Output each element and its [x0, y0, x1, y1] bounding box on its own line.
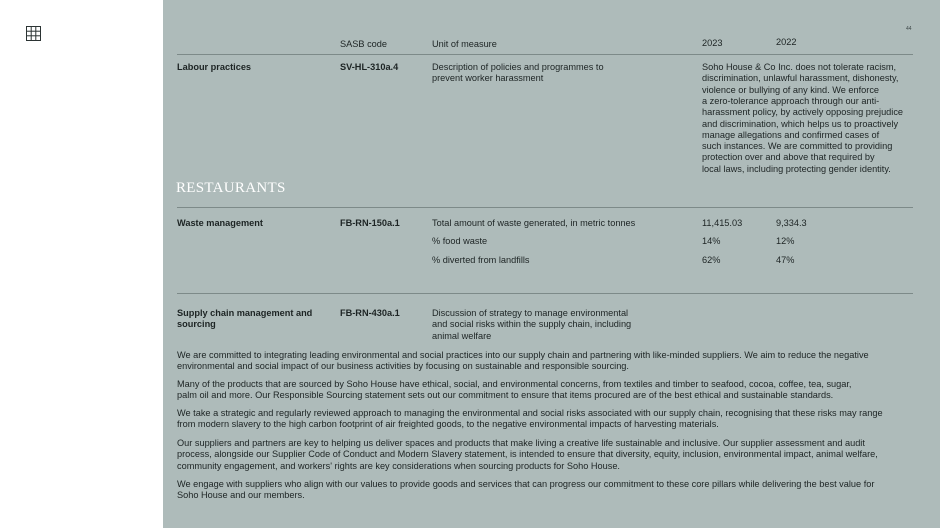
paragraph — [177, 438, 917, 472]
waste-value-2023: 62% — [702, 255, 721, 265]
waste-unit: % food waste — [432, 236, 488, 246]
paragraph — [177, 408, 917, 431]
waste-value-2023: 11,415.03 — [702, 218, 743, 228]
paragraph-line: process, alongside our Supplier Code of Conduct and Modern Slavery statement, is intended to ensure that diversity, equity, inclusion, environmental impact, animal welfare, — [177, 449, 878, 460]
header-year-2023: 2023 — [702, 38, 723, 48]
paragraph-line: Soho House and our members. — [177, 490, 305, 501]
labour-desc-line: and discrimination, which helps us to proactively — [702, 118, 899, 129]
labour-code: SV-HL-310a.4 — [340, 62, 399, 72]
waste-value-2022: 9,334.3 — [776, 218, 807, 228]
paragraph-line: Many of the products that are sourced by Soho House have ethical, social, and environmental concerns, from textiles and timber to seafood, cocoa, coffee, tea, sugar, — [177, 379, 852, 389]
waste-unit: Total amount of waste generated, in metric tonnes — [432, 218, 636, 228]
header-unit-of-measure: Unit of measure — [432, 39, 497, 49]
sidebar — [0, 0, 163, 528]
header-divider — [177, 54, 913, 55]
waste-topic: Waste management — [177, 218, 263, 228]
supply-code: FB-RN-430a.1 — [340, 308, 400, 318]
waste-code: FB-RN-150a.1 — [340, 218, 400, 228]
waste-value-2022: 12% — [776, 236, 795, 246]
grid-menu-icon[interactable] — [26, 26, 41, 41]
paragraph-line: We take a strategic and regularly reviewed approach to managing the environmental and social risks associated with our supply chain, recognising that these risks may range — [177, 408, 883, 418]
paragraph — [177, 350, 917, 373]
paragraph-line: palm oil and more. Our Responsible Sourcing statement sets out our commitment to ensure that items procured are of the best ethical and sustainable standards. — [177, 390, 834, 401]
paragraph — [177, 479, 917, 502]
waste-value-2022: 47% — [776, 255, 795, 265]
labour-desc-line: Soho House & Co Inc. does not tolerate racism, — [702, 62, 897, 72]
labour-unit-line: prevent worker harassment — [432, 73, 544, 84]
supply-unit-line: animal welfare — [432, 330, 492, 341]
page-number: 44 — [906, 26, 912, 32]
paragraph-line: from modern slavery to the high carbon footprint of air freighted goods, to the negative environmental impacts of harvesting materials. — [177, 419, 719, 430]
paragraph-line: community engagement, and workers' rights are key considerations when sourcing products for Soho House. — [177, 460, 620, 471]
labour-desc-line: such instances. We are committed to providing — [702, 141, 893, 152]
labour-desc-line: discrimination, unlawful harassment, dishonesty, — [702, 73, 899, 84]
waste-value-2023: 14% — [702, 236, 721, 246]
labour-topic: Labour practices — [177, 62, 252, 72]
paragraph-line: environmental and social impact of our business activities by focusing on sustainable and responsible sourcing. — [177, 361, 629, 372]
labour-desc-line: manage allegations and confirmed cases of — [702, 129, 880, 140]
labour-desc-line: violence or bullying of any kind. We enforce — [702, 84, 880, 95]
paragraph-line: We are committed to integrating leading environmental and social practices into our supply chain and partnering with like-minded suppliers. We aim to reduce the negative — [177, 350, 869, 360]
header-year-2022: 2022 — [776, 37, 797, 47]
section-title: RESTAURANTS — [176, 180, 286, 196]
paragraph — [177, 379, 917, 402]
supply-unit-line: Discussion of strategy to manage environmental — [432, 308, 629, 318]
section-divider — [177, 207, 913, 208]
labour-unit-line: Description of policies and programmes to — [432, 62, 604, 72]
paragraph-line: We engage with suppliers who align with our values to provide goods and services that can progress our commitment to these core pillars while delivering the best value for — [177, 479, 875, 489]
supply-topic-line: sourcing — [177, 319, 216, 330]
waste-divider — [177, 293, 913, 294]
labour-desc-line: protection over and above that required by — [702, 152, 875, 163]
labour-desc-line: local laws, including protecting gender identity. — [702, 163, 891, 174]
header-sasb-code: SASB code — [340, 39, 387, 49]
waste-unit: % diverted from landfills — [432, 255, 530, 265]
supply-topic-line: Supply chain management and — [177, 308, 313, 318]
labour-desc-line: a zero-tolerance approach through our anti- — [702, 95, 880, 106]
supply-unit-line: and social risks within the supply chain, including — [432, 319, 632, 330]
paragraph-line: Our suppliers and partners are key to helping us deliver spaces and products that make living a creative life sustainable and inclusive. Our supplier assessment and audit — [177, 438, 865, 448]
labour-desc-line: harassment policy, by actively opposing prejudice — [702, 107, 904, 118]
